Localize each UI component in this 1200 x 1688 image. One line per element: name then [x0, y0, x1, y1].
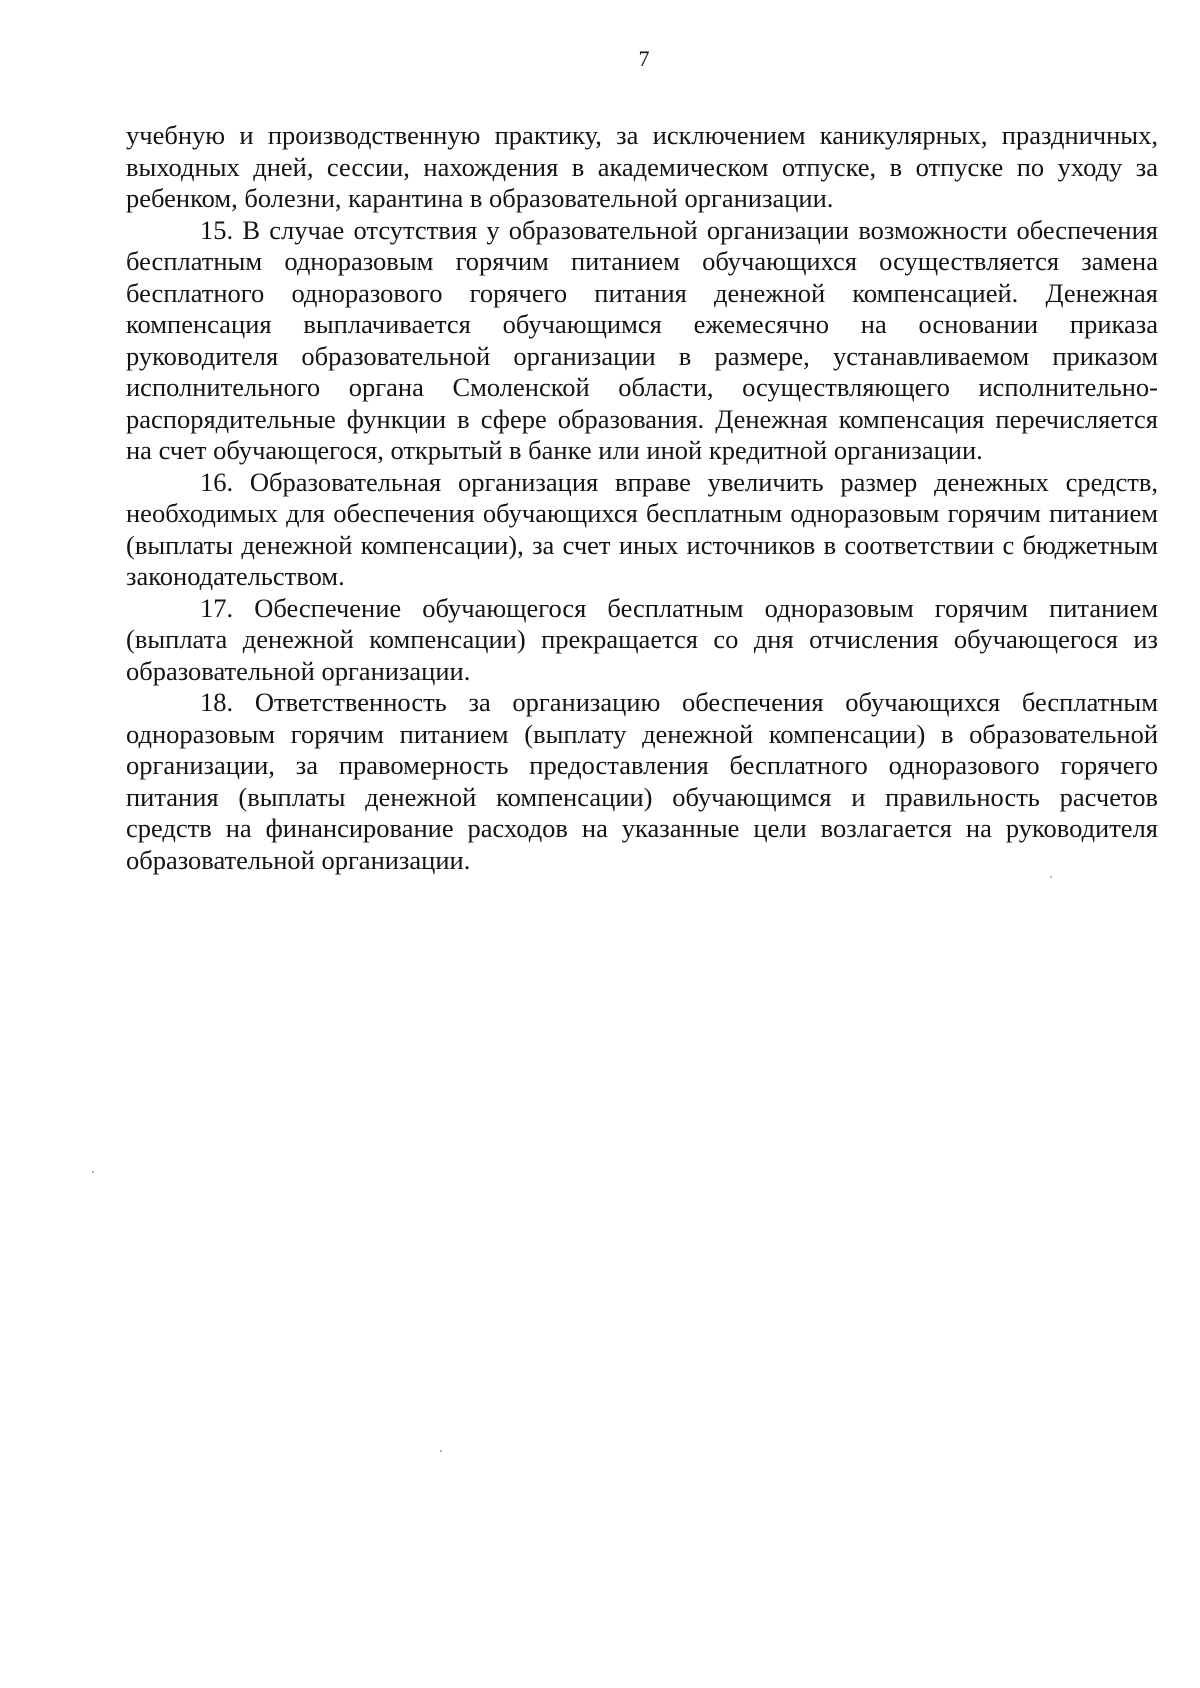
paragraph-item-17: 17. Обеспечение обучающегося бесплатным одноразовым горячим питанием (выплата денежной компенсации) прекращается со дня отчисления обучающегося из образовательной организации.	[126, 592, 1158, 686]
scan-speck	[1050, 876, 1052, 878]
paragraph-item-16: 16. Образовательная организация вправе увеличить размер денежных средств, необходимых для обеспечения обучающихся бесплатным одноразовым горячим питанием (выплаты денежной компенсации), за счет иных источников в соответствии с бюджетным законодательством.	[126, 466, 1158, 591]
paragraph-item-15: 15. В случае отсутствия у образовательной организации возможности обеспечения бесплатным одноразовым горячим питанием обучающихся осуществляется замена бесплатного одноразового горячего питания денежной компенсацией. Денежная компенсация выплачивается обучающимся ежемесячно на основании приказа руководителя образовательной организации в размере, устанавливаемом приказом исполнительного органа Смоленской области, осуществляющего исполнительно-распорядительные функции в сфере образования. Денежная компенсация перечисляется на счет обучающегося, открытый в банке или иной кредитной организации.	[126, 214, 1158, 465]
scan-speck	[440, 1450, 442, 1452]
document-body	[126, 120, 1158, 876]
scan-speck	[92, 1171, 94, 1173]
page-number: 7	[638, 46, 650, 71]
paragraph-continuation: учебную и производственную практику, за исключением каникулярных, праздничных, выходных дней, сессии, нахождения в академическом отпуске, в отпуске по уходу за ребенком, болезни, карантина в образовательной организации.	[126, 120, 1158, 213]
paragraph-item-18: 18. Ответственность за организацию обеспечения обучающихся бесплатным одноразовым горячим питанием (выплату денежной компенсации) в образовательной организации, за правомерность предоставления бесплатного одноразового горячего питания (выплаты денежной компенсации) обучающимся и правильность расчетов средств на финансирование расходов на указанные цели возлагается на руководителя образовательной организации.	[126, 687, 1158, 875]
